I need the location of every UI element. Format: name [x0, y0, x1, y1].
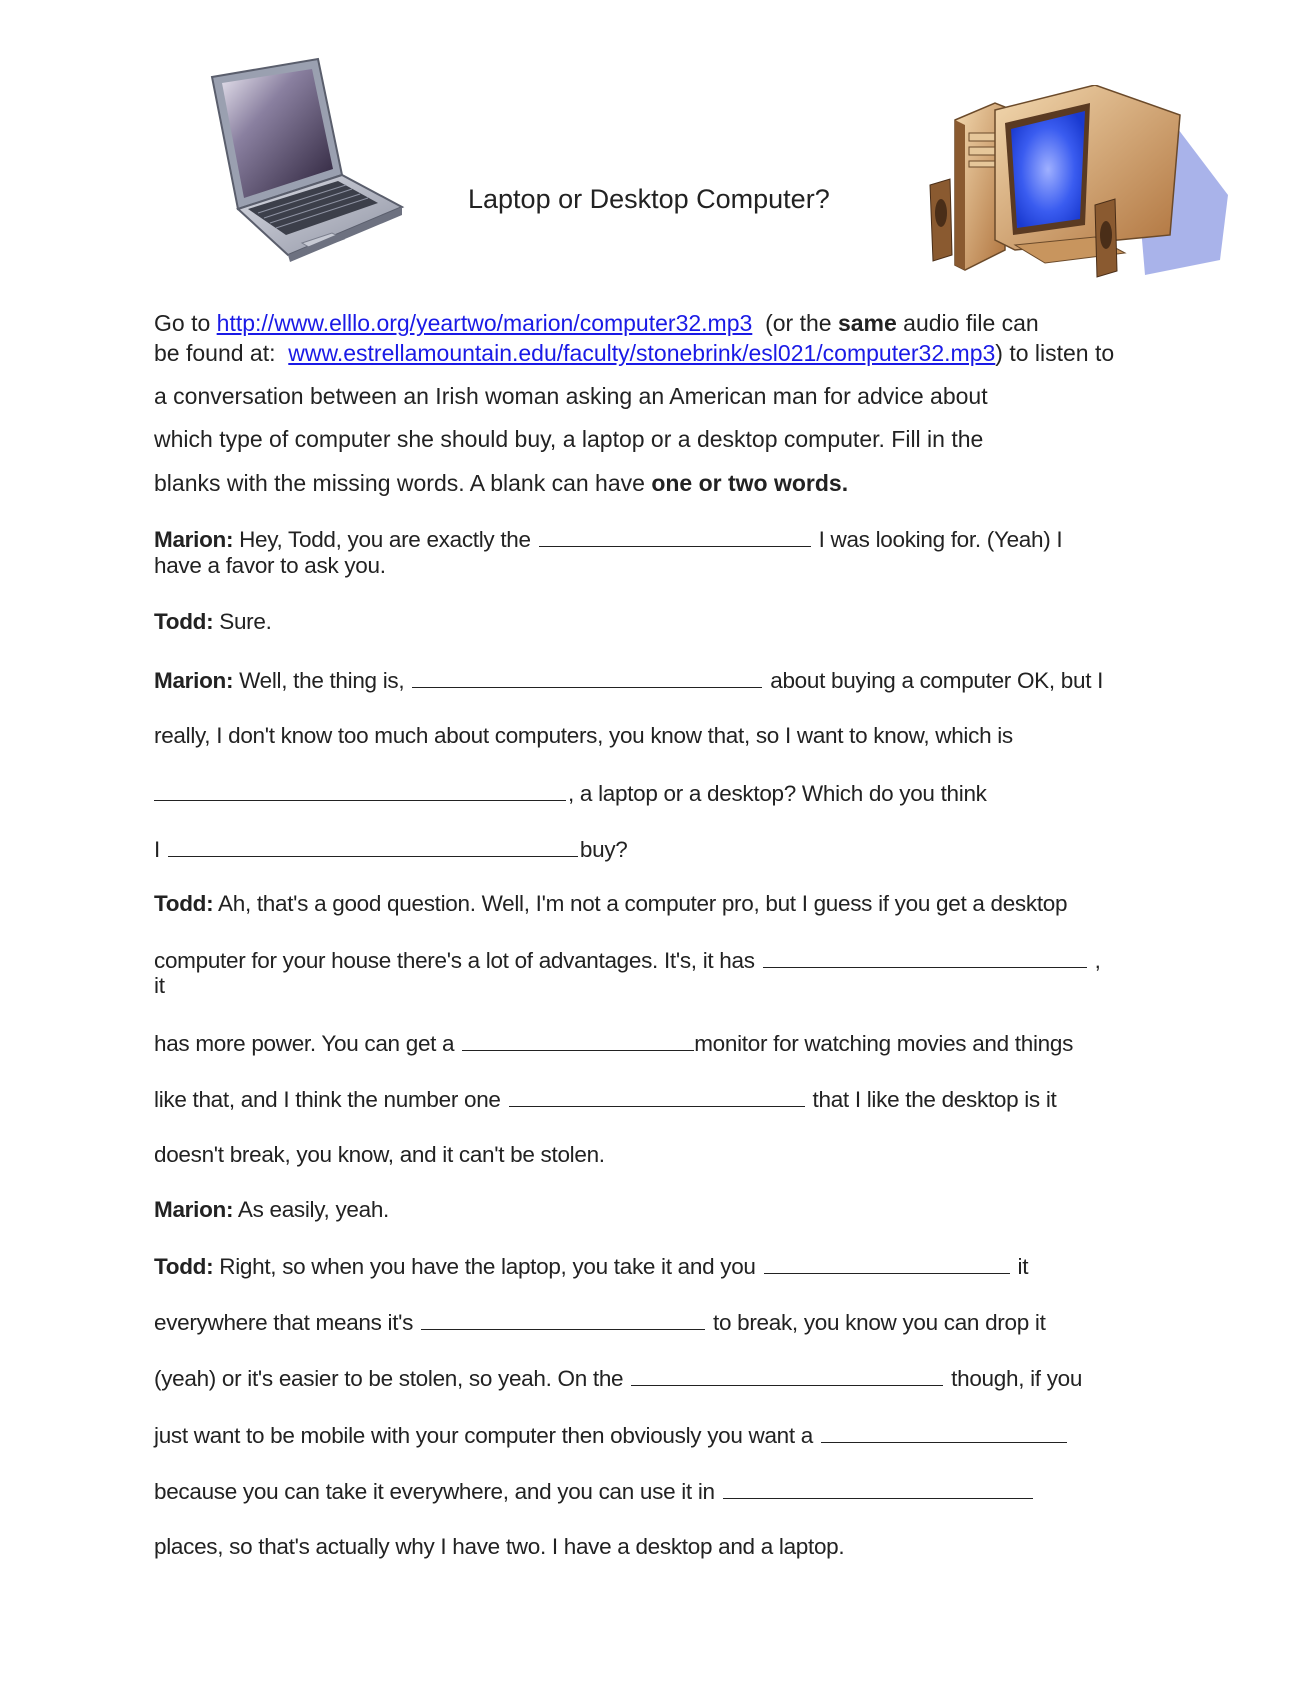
one-or-two-words: one or two words. — [651, 470, 849, 496]
audio-file-can-text: audio file can — [903, 310, 1039, 336]
fill-in-blank[interactable] — [723, 1478, 1033, 1499]
dialogue-line — [154, 1253, 1028, 1280]
dialogue-line — [154, 667, 1103, 694]
dialogue-text: , a laptop or a desktop? Which do you think — [568, 781, 987, 806]
dialogue-line: have a favor to ask you. — [154, 553, 386, 578]
go-to-text: Go to — [154, 310, 211, 336]
intro-line-3: a conversation between an Irish woman asking an American man for advice about — [154, 383, 988, 409]
dialogue-text: about buying a computer OK, but I — [770, 668, 1104, 693]
dialogue-line — [154, 947, 1101, 974]
audio-link-estrella[interactable]: www.estrellamountain.edu/faculty/stonebrink/esl021/computer32.mp3 — [288, 340, 996, 366]
blank-instructions: blanks with the missing words. A blank can have — [154, 470, 645, 496]
dialogue-line — [154, 1422, 1069, 1449]
intro-line-4: which type of computer she should buy, a laptop or a desktop computer. Fill in the — [154, 426, 984, 452]
dialogue-line: really, I don't know too much about computers, you know that, so I want to know, which is — [154, 723, 1013, 748]
dialogue-text: has more power. You can get a — [154, 1031, 455, 1056]
dialogue-text: because you can take it everywhere, and you can use it in — [154, 1479, 715, 1504]
dialogue-line: it — [154, 973, 165, 998]
dialogue-text: I was looking for. (Yeah) I — [818, 527, 1063, 552]
fill-in-blank[interactable] — [539, 526, 811, 547]
dialogue-line — [154, 836, 628, 863]
dialogue-text: monitor for watching movies and things — [694, 1031, 1074, 1056]
fill-in-blank[interactable] — [421, 1309, 705, 1330]
be-found-at-text: be found at: — [154, 340, 276, 366]
speaker-todd: Todd: — [154, 891, 214, 916]
dialogue-line — [154, 1478, 1035, 1505]
dialogue-line — [154, 1197, 389, 1223]
dialogue-line — [154, 1365, 1082, 1392]
dialogue-text: (yeah) or it's easier to be stolen, so yeah. On the — [154, 1366, 624, 1391]
dialogue-text: it — [1017, 1254, 1029, 1279]
speaker-marion: Marion: — [154, 1197, 234, 1222]
laptop-illustration — [210, 57, 405, 262]
fill-in-blank[interactable] — [154, 780, 566, 801]
fill-in-blank[interactable] — [462, 1030, 694, 1051]
dialogue-line — [154, 1086, 1056, 1113]
dialogue-text: to break, you know you can drop it — [713, 1310, 1046, 1335]
desktop-computer-illustration — [925, 85, 1230, 280]
dialogue-line — [154, 526, 1062, 553]
intro-line-2 — [154, 340, 1114, 367]
dialogue-text: though, if you — [951, 1366, 1083, 1391]
dialogue-line: doesn't break, you know, and it can't be stolen. — [154, 1142, 605, 1167]
dialogue-text: Ah, that's a good question. Well, I'm not a computer pro, but I guess if you get a desktop — [218, 891, 1068, 916]
speaker-todd: Todd: — [154, 609, 214, 634]
fill-in-blank[interactable] — [168, 836, 578, 857]
fill-in-blank[interactable] — [509, 1086, 805, 1107]
speaker-marion: Marion: — [154, 668, 234, 693]
speaker-marion: Marion: — [154, 527, 234, 552]
to-listen-to-text: ) to listen to — [995, 340, 1115, 366]
dialogue-text: that I like the desktop is it — [812, 1087, 1057, 1112]
fill-in-blank[interactable] — [412, 667, 762, 688]
fill-in-blank[interactable] — [763, 947, 1087, 968]
audio-link-elllo[interactable]: http://www.elllo.org/yeartwo/marion/computer32.mp3 — [216, 310, 753, 336]
dialogue-text: Hey, Todd, you are exactly the — [239, 527, 531, 552]
dialogue-text: , — [1094, 948, 1101, 973]
dialogue-text: computer for your house there's a lot of advantages. It's, it has — [154, 948, 755, 973]
dialogue-text: buy? — [579, 837, 628, 862]
fill-in-blank[interactable] — [764, 1253, 1010, 1274]
fill-in-blank[interactable] — [821, 1422, 1067, 1443]
fill-in-blank[interactable] — [631, 1365, 943, 1386]
dialogue-text: just want to be mobile with your computer then obviously you want a — [154, 1423, 814, 1448]
dialogue-text: Sure. — [219, 609, 272, 634]
dialogue-line — [154, 1030, 1073, 1057]
dialogue-text: As easily, yeah. — [237, 1197, 389, 1222]
dialogue-line — [154, 891, 1067, 917]
dialogue-text: I — [154, 837, 160, 862]
dialogue-line — [154, 609, 272, 635]
intro-line-5 — [154, 470, 848, 497]
speaker-todd: Todd: — [154, 1254, 214, 1279]
same-bold: same — [837, 310, 897, 336]
dialogue-line — [154, 780, 987, 807]
dialogue-line: places, so that's actually why I have two. I have a desktop and a laptop. — [154, 1534, 845, 1559]
dialogue-text: everywhere that means it's — [154, 1310, 414, 1335]
page-title: Laptop or Desktop Computer? — [468, 184, 830, 214]
dialogue-text: like that, and I think the number one — [154, 1087, 501, 1112]
dialogue-line — [154, 1309, 1046, 1336]
dialogue-text: Right, so when you have the laptop, you take it and you — [219, 1254, 756, 1279]
or-the-text: (or the — [765, 310, 832, 336]
dialogue-text: Well, the thing is, — [239, 668, 405, 693]
intro-line-1 — [154, 310, 1039, 337]
